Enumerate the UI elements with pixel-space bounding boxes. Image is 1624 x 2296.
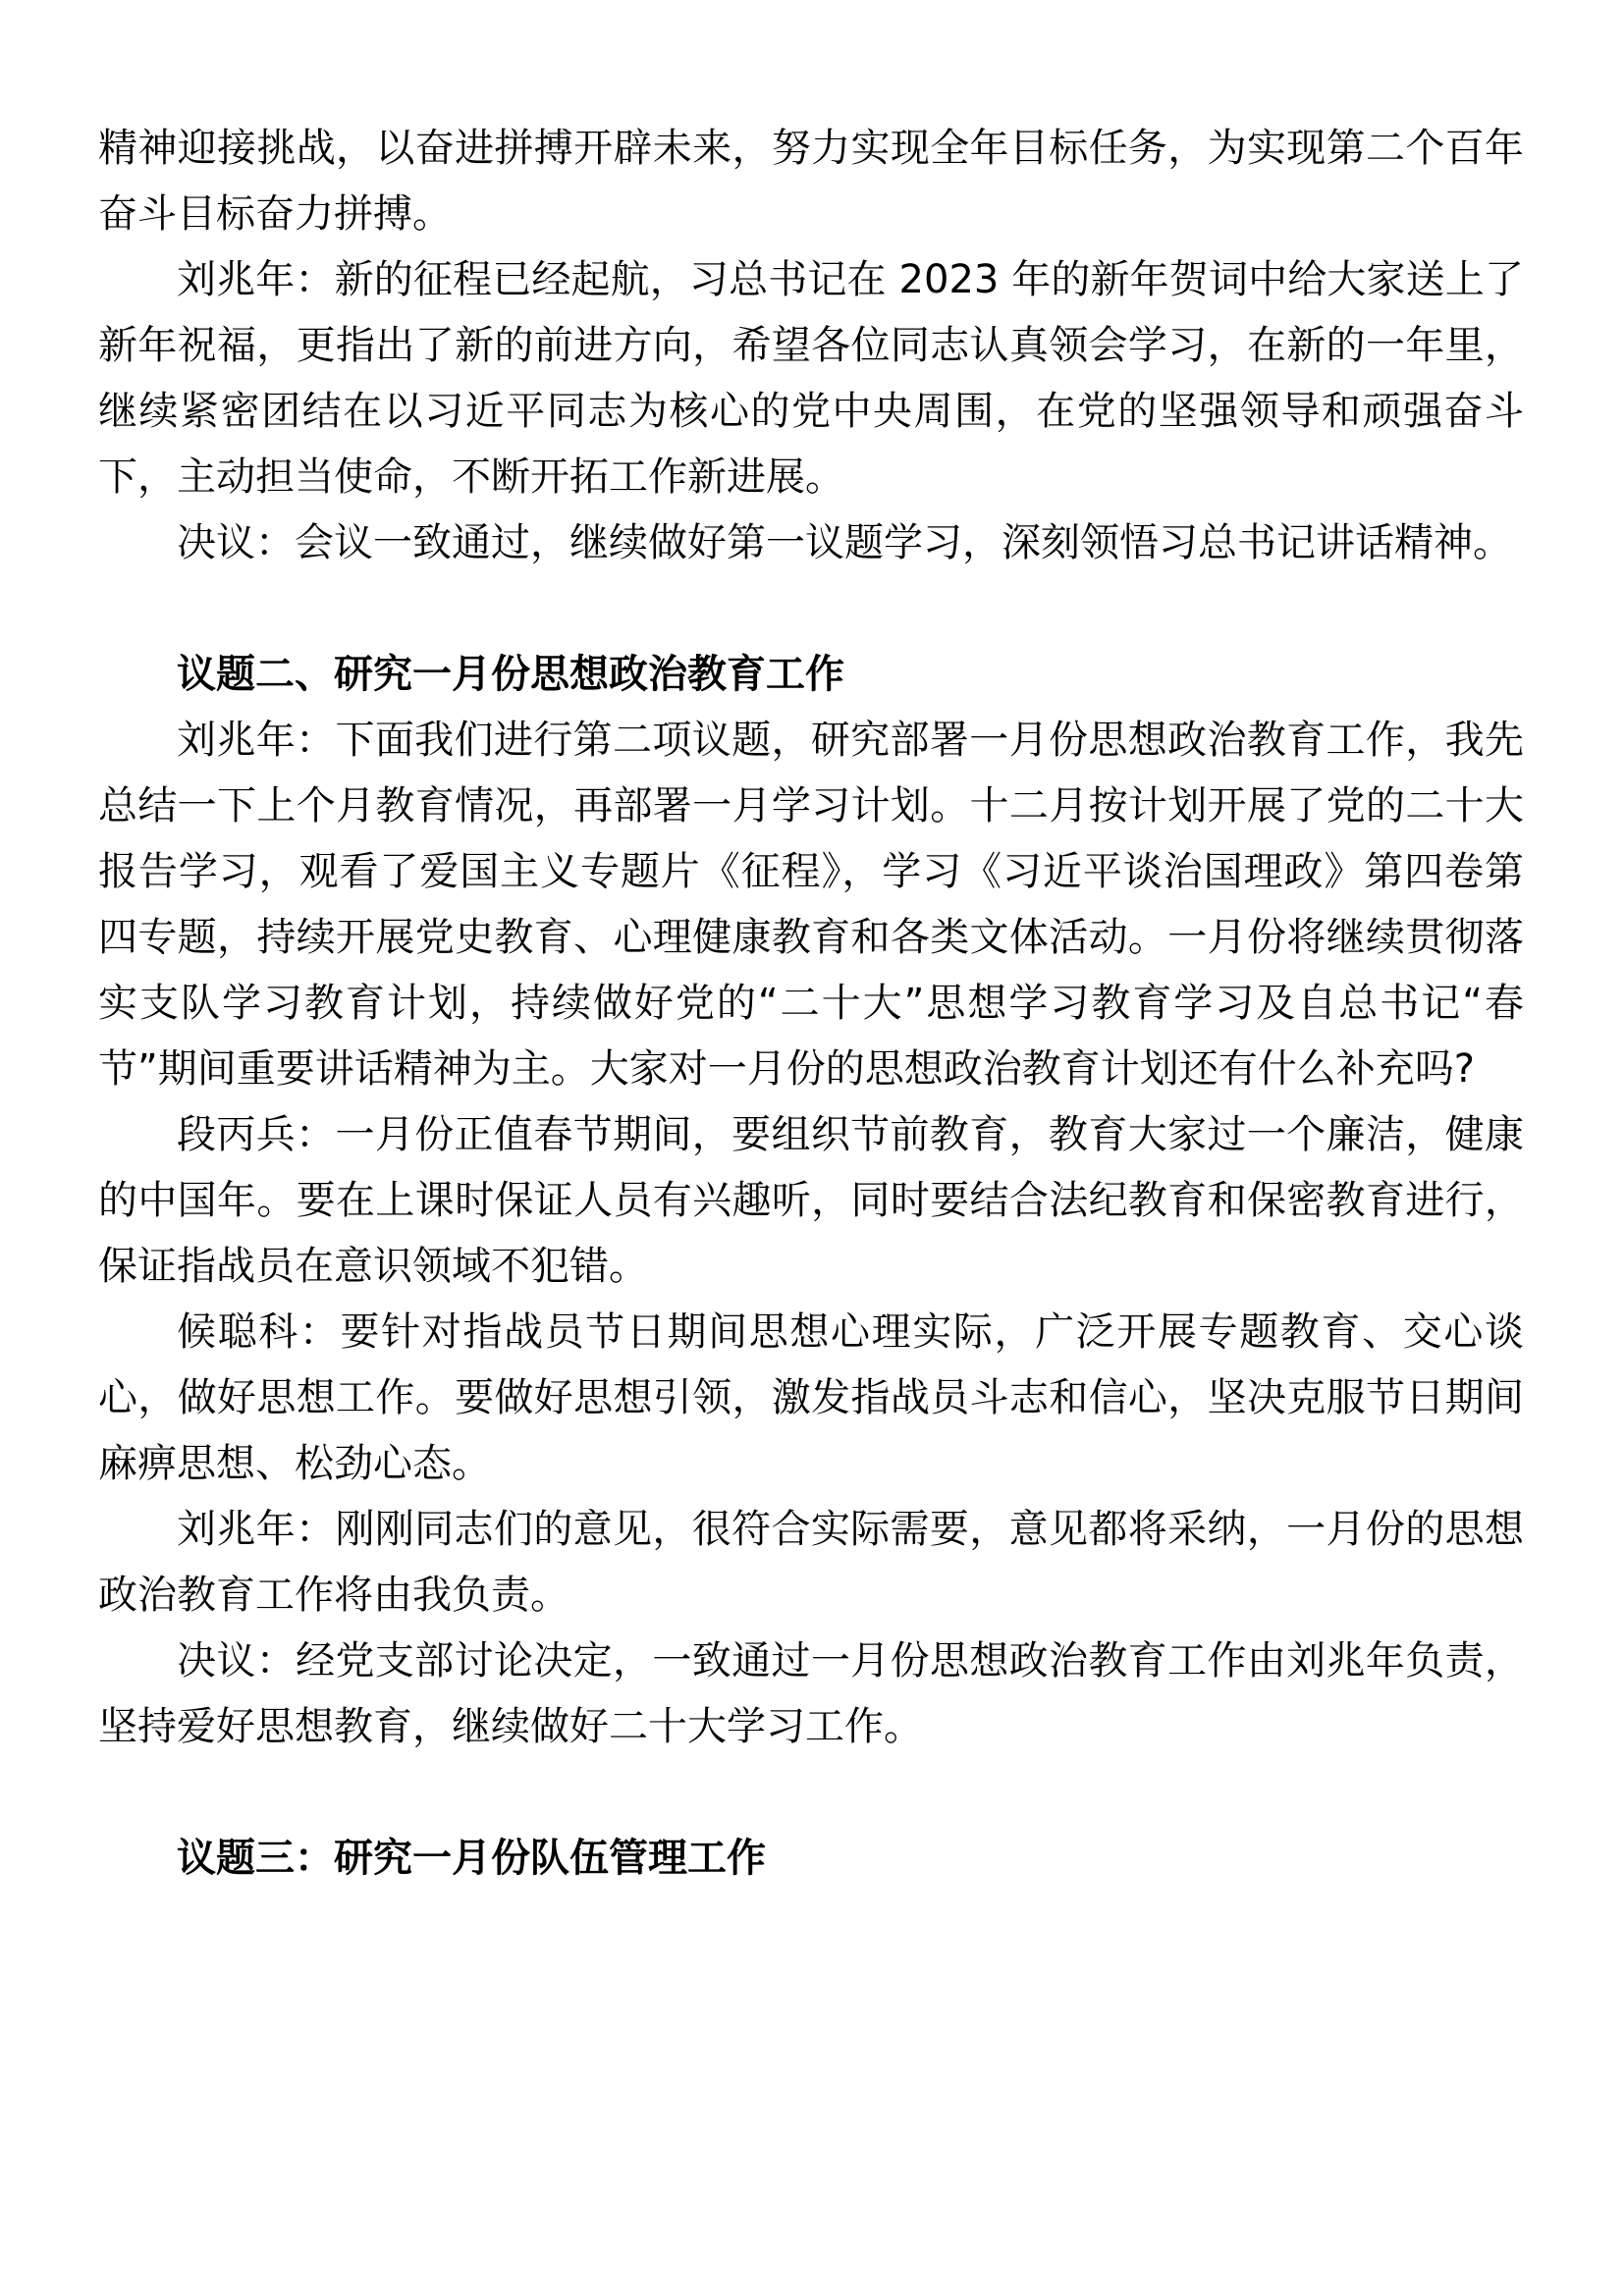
paragraph-liu-summary: 刘兆年：刚刚同志们的意见，很符合实际需要，意见都将采纳，一月份的思想政治教育工作将由我负责。 (98, 1507, 1524, 1618)
section-gap (98, 1760, 1524, 1826)
document-page (98, 116, 1524, 1892)
heading-topic-2: 议题二、研究一月份思想政治教育工作 (177, 652, 844, 697)
paragraph-liu-topic-2: 刘兆年：下面我们进行第二项议题，研究部署一月份思想政治教育工作，我先总结一下上个月教育情况，再部署一月学习计划。十二月按计划开展了党的二十大报告学习，观看了爱国主义专题片《征程》，学习《习近平谈治国理政》第四卷第四专题，持续开展党史教育、心理健康教育和各类文体活动。一月份将继续贯彻落实支队学习教育计划，持续做好党的“二十大”思想学习教育学习及自总书记“春节”期间重要讲话精神为主。大家对一月份的思想政治教育计划还有什么补充吗? (98, 718, 1524, 1092)
paragraph-duan: 段丙兵：一月份正值春节期间，要组织节前教育，教育大家过一个廉洁，健康的中国年。要在上课时保证人员有兴趣听，同时要结合法纪教育和保密教育进行，保证指战员在意识领域不犯错。 (98, 1112, 1524, 1289)
paragraph-liu-new-year: 刘兆年：新的征程已经起航，习总书记在 2023 年的新年贺词中给大家送上了新年祝福，更指出了新的前进方向，希望各位同志认真领会学习，在新的一年里，继续紧密团结在以习近平同志为核心的党中央周围，在党的坚强领导和顽强奋斗下，主动担当使命，不断开拓工作新进展。 (98, 257, 1524, 500)
heading-topic-3: 议题三：研究一月份队伍管理工作 (177, 1836, 766, 1881)
paragraph-resolution-1: 决议：会议一致通过，继续做好第一议题学习，深刻领悟习总书记讲话精神。 (177, 520, 1512, 565)
paragraph-hou: 候聪科：要针对指战员节日期间思想心理实际，广泛开展专题教育、交心谈心，做好思想工作。要做好思想引领，激发指战员斗志和信心，坚决克服节日期间麻痹思想、松劲心态。 (98, 1309, 1524, 1486)
paragraph-continuation: 精神迎接挑战，以奋进拼搏开辟未来，努力实现全年目标任务，为实现第二个百年奋斗目标奋力拼搏。 (98, 126, 1524, 237)
paragraph-resolution-2: 决议：经党支部讨论决定，一致通过一月份思想政治教育工作由刘兆年负责，坚持爱好思想教育，继续做好二十大学习工作。 (98, 1638, 1524, 1749)
section-gap (98, 576, 1524, 642)
